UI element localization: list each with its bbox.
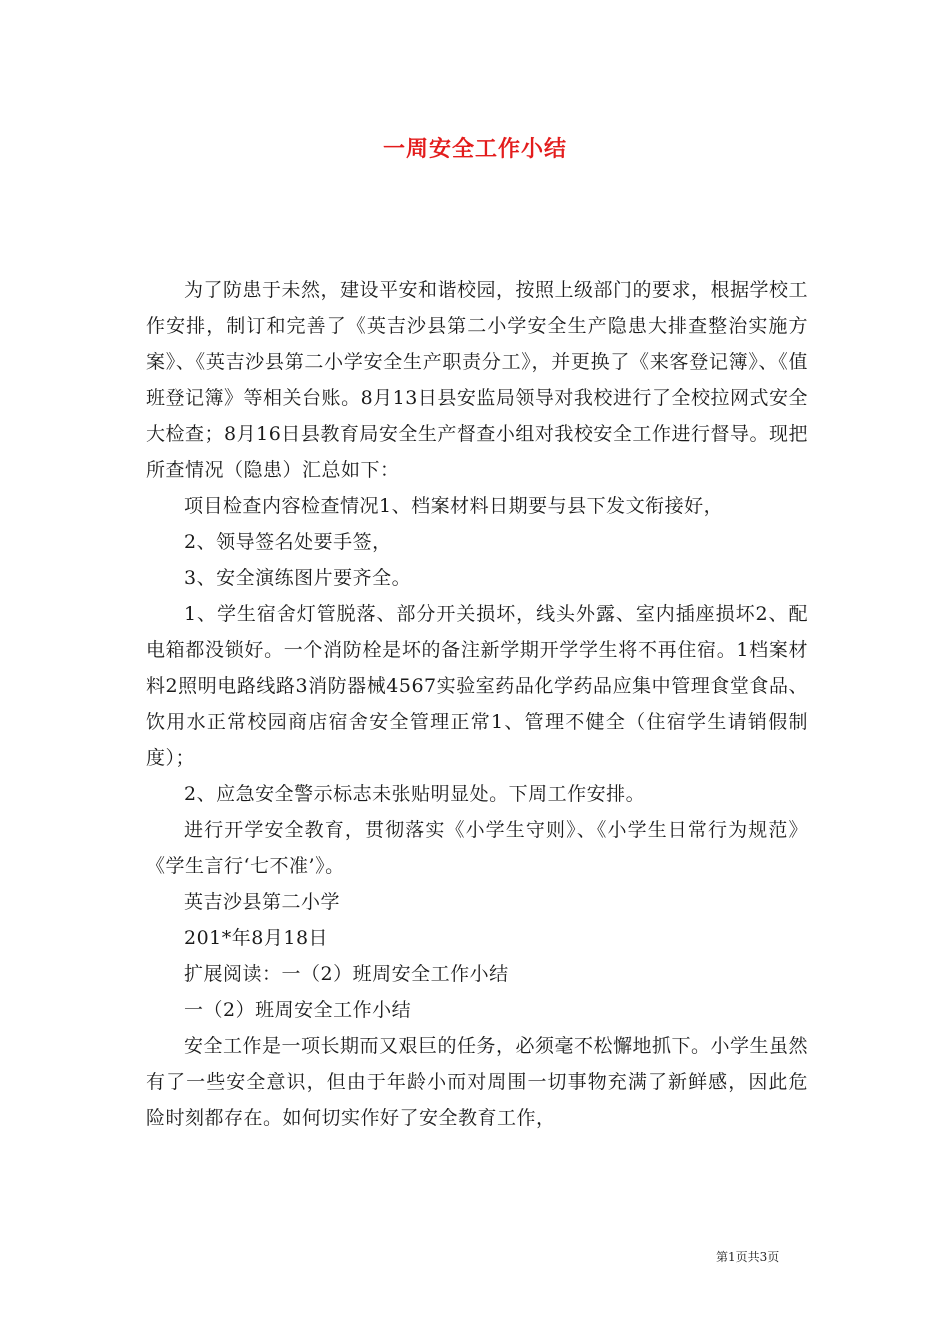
- subtitle: 一（2）班周安全工作小结: [184, 999, 412, 1021]
- paragraph: 为了防患于未然，建设平安和谐校园，按照上级部门的要求，根据学校工作安排，制订和完善了《英吉沙县第二小学安全生产隐患大排查整治实施方案》、《英吉沙县第二小学安全生产职责分工》，并更换了《来客登记簿》、《值班登记簿》等相关台账。8月13日县安监局领导对我校进行了全校拉网式安全大检查；8月16日县教育局安全生产督查小组对我校安全工作进行督导。现把所查情况（隐患）汇总如下：: [146, 279, 809, 481]
- paragraph: 2、领导签名处要手签，: [184, 531, 392, 553]
- paragraph: 进行开学安全教育，贯彻落实《小学生守则》、《小学生日常行为规范》《学生言行‘七不准’》。: [146, 819, 808, 877]
- signature-date: 201*年8月18日: [184, 927, 329, 949]
- paragraph: 安全工作是一项长期而又艰巨的任务，必须毫不松懈地抓下。小学生虽然有了一些安全意识，但由于年龄小而对周围一切事物充满了新鲜感，因此危险时刻都存在。如何切实作好了安全教育工作，: [146, 1035, 809, 1129]
- signature-school: 英吉沙县第二小学: [184, 891, 341, 913]
- paragraph: 1、学生宿舍灯管脱落、部分开关损坏，线头外露、室内插座损坏2、配电箱都没锁好。一个消防栓是坏的备注新学期开学学生将不再住宿。1档案材料2照明电路线路3消防器械4567实验室药品化学药品应集中管理食堂食品、饮用水正常校园商店宿舍安全管理正常1、管理不健全（住宿学生请销假制度）；: [146, 603, 808, 769]
- paragraph: 3、安全演练图片要齐全。: [184, 567, 412, 589]
- paragraph: 2、应急安全警示标志未张贴明显处。下周工作安排。: [184, 783, 646, 805]
- paragraph: 项目检查内容检查情况1、档案材料日期要与县下发文衔接好，: [184, 495, 724, 517]
- extended-reading-heading: 扩展阅读：一（2）班周安全工作小结: [184, 963, 509, 985]
- page-number: 第1页共3页: [716, 1250, 780, 1264]
- document-title: 一周安全工作小结: [382, 136, 567, 162]
- document-body: [146, 272, 808, 1136]
